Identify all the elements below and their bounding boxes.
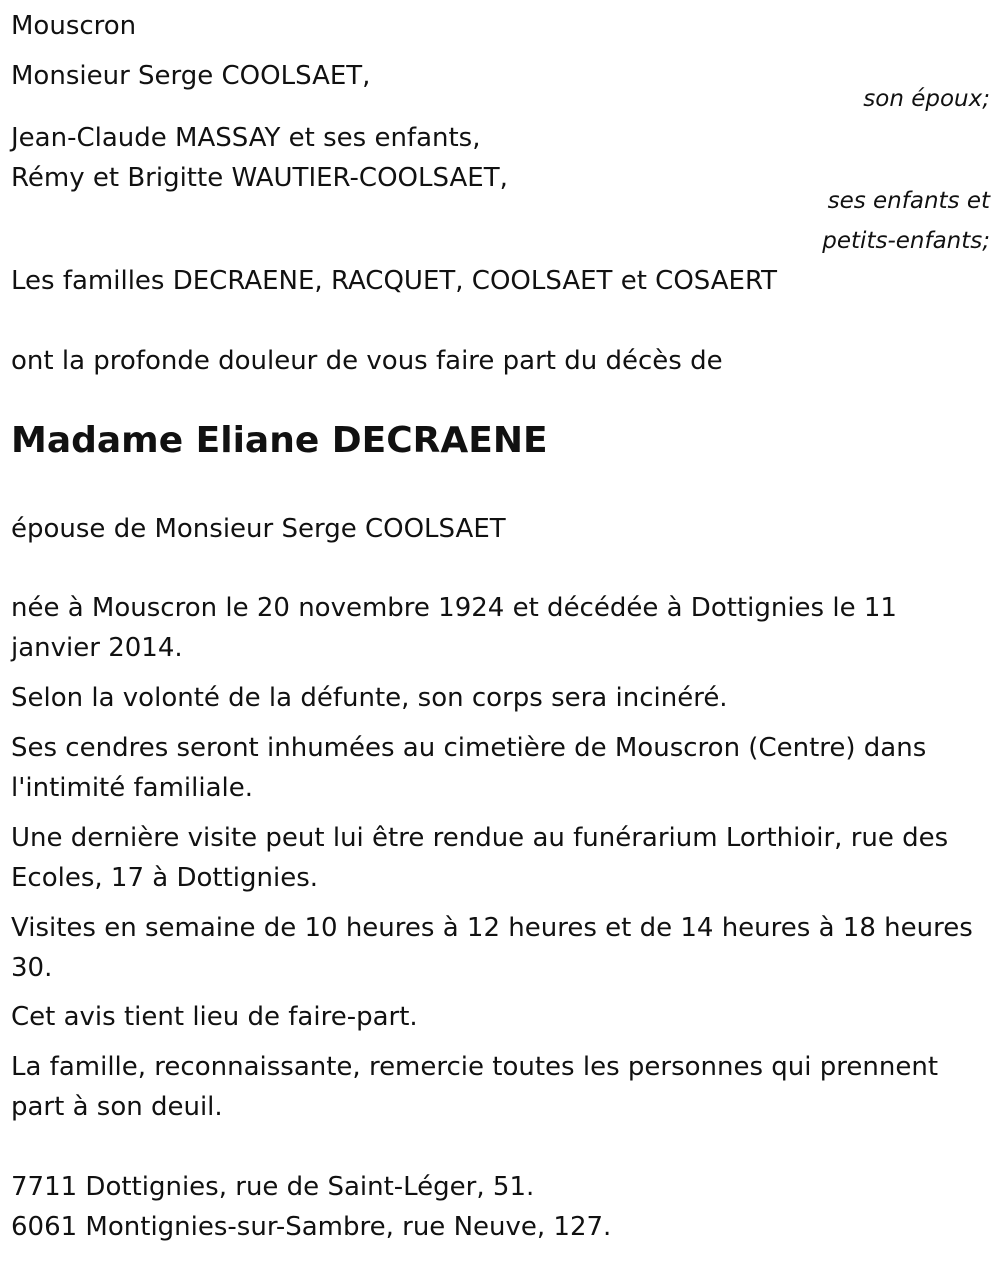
child-name-1: Jean-Claude MASSAY et ses enfants, xyxy=(11,123,481,153)
thanks-line-2: part à son deuil. xyxy=(11,1092,223,1122)
visit-line-1: Une dernière visite peut lui être rendue au funérarium Lorthioir, rue des xyxy=(11,823,949,853)
notice-line: Cet avis tient lieu de faire-part. xyxy=(11,1002,418,1032)
children-role-line-1: ses enfants et xyxy=(827,188,990,214)
hours-line-2: 30. xyxy=(11,953,53,983)
spouse-name: Monsieur Serge COOLSAET, xyxy=(11,61,371,91)
ashes-line-2: l'intimité familiale. xyxy=(11,773,253,803)
children-role-line-2: petits-enfants; xyxy=(822,228,990,254)
city-name: Mouscron xyxy=(11,11,137,41)
families-line: Les familles DECRAENE, RACQUET, COOLSAET et COSAERT xyxy=(11,266,778,296)
address-line-1: 7711 Dottignies, rue de Saint-Léger, 51. xyxy=(11,1172,535,1202)
hours-line-1: Visites en semaine de 10 heures à 12 heures et de 14 heures à 18 heures xyxy=(11,913,973,943)
visit-line-2: Ecoles, 17 à Dottignies. xyxy=(11,863,319,893)
address-line-2: 6061 Montignies-sur-Sambre, rue Neuve, 127. xyxy=(11,1212,612,1242)
spouse-role: son époux; xyxy=(863,86,990,112)
cremation-line: Selon la volonté de la défunte, son corps sera incinéré. xyxy=(11,683,728,713)
thanks-line-1: La famille, reconnaissante, remercie toutes les personnes qui prennent xyxy=(11,1052,939,1082)
birth-death-line-1: née à Mouscron le 20 novembre 1924 et décédée à Dottignies le 11 xyxy=(11,593,897,623)
announcement-intro: ont la profonde douleur de vous faire part du décès de xyxy=(11,346,723,376)
birth-death-line-2: janvier 2014. xyxy=(11,633,183,663)
deceased-name: Madame Eliane DECRAENE xyxy=(11,420,548,461)
child-name-2: Rémy et Brigitte WAUTIER-COOLSAET, xyxy=(11,163,508,193)
spouse-of-line: épouse de Monsieur Serge COOLSAET xyxy=(11,514,506,544)
ashes-line-1: Ses cendres seront inhumées au cimetière de Mouscron (Centre) dans xyxy=(11,733,927,763)
